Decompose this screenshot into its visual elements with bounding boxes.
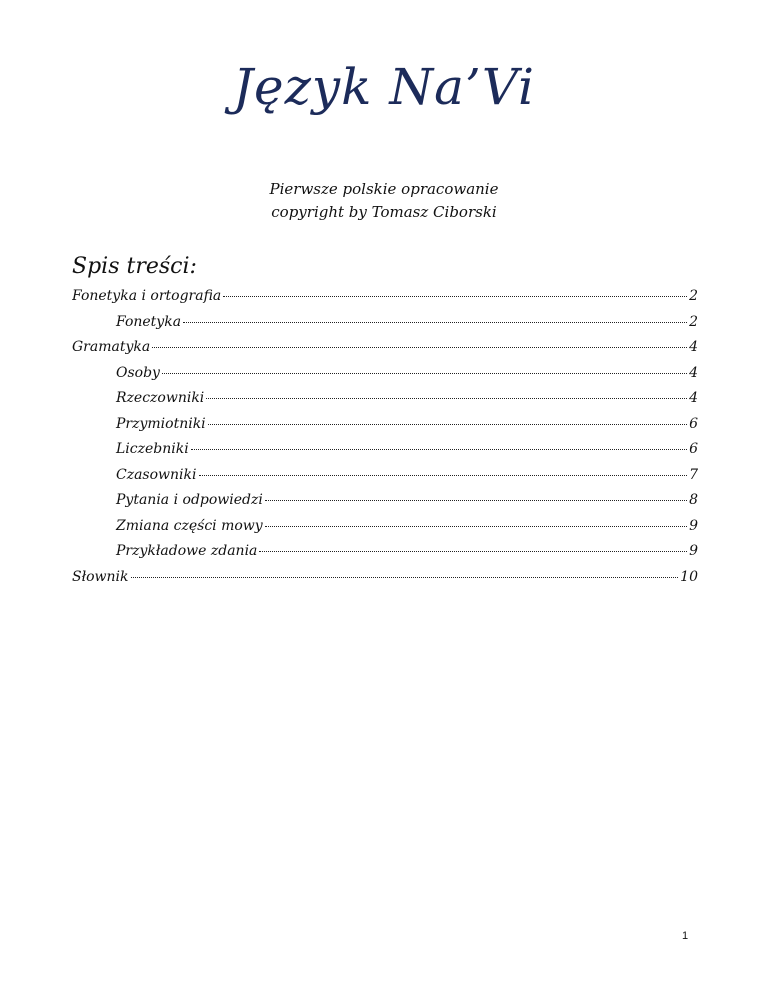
toc-entry-page: 8 <box>689 492 698 508</box>
toc-entry-label: Przykładowe zdania <box>116 543 258 559</box>
toc-entry[interactable] <box>72 543 698 569</box>
toc-leader-dots <box>265 500 687 501</box>
toc-entry-label: Fonetyka i ortografia <box>72 288 222 304</box>
toc-entry[interactable] <box>72 492 698 518</box>
toc-entry-label: Osoby <box>116 364 160 381</box>
subtitle-line-2: copyright by Tomasz Ciborski <box>271 203 497 221</box>
toc-entry[interactable] <box>72 314 698 340</box>
toc-leader-dots <box>223 296 687 297</box>
page-number: 1 <box>682 930 689 942</box>
toc-entry-page: 4 <box>689 390 698 406</box>
toc-entry-page: 4 <box>689 364 698 381</box>
toc-entry-label: Pytania i odpowiedzi <box>116 492 263 508</box>
toc-entry[interactable] <box>72 288 698 314</box>
toc-leader-dots <box>208 424 687 425</box>
document-title: Język Na’Vi <box>232 58 536 116</box>
toc-entry-page: 2 <box>689 313 698 330</box>
toc-entry-label: Przymiotniki <box>116 415 206 432</box>
toc-leader-dots <box>206 398 687 399</box>
toc-entry-label: Czasowniki <box>116 466 197 483</box>
table-of-contents <box>72 288 698 594</box>
toc-entry-label: Liczebniki <box>116 441 189 457</box>
toc-leader-dots <box>191 449 687 450</box>
toc-entry[interactable] <box>72 390 698 416</box>
toc-heading: Spis treści: <box>72 254 197 279</box>
toc-entry-label: Słownik <box>72 568 129 585</box>
toc-entry-page: 7 <box>689 466 698 483</box>
toc-entry-page: 9 <box>689 517 698 534</box>
toc-entry[interactable] <box>72 441 698 467</box>
toc-entry-label: Rzeczowniki <box>116 390 205 406</box>
toc-leader-dots <box>162 373 687 374</box>
toc-entry-page: 6 <box>689 441 698 457</box>
toc-entry-label: Gramatyka <box>72 339 151 355</box>
toc-entry-page: 4 <box>689 339 698 355</box>
toc-entry[interactable] <box>72 518 698 544</box>
toc-entry-page: 10 <box>680 568 698 585</box>
toc-entry-page: 6 <box>689 415 698 432</box>
toc-entry-label: Fonetyka <box>116 313 182 330</box>
subtitle-line-1: Pierwsze polskie opracowanie <box>269 180 499 198</box>
toc-leader-dots <box>152 347 687 348</box>
toc-entry[interactable] <box>72 365 698 391</box>
toc-leader-dots <box>259 551 687 552</box>
toc-leader-dots <box>199 475 688 476</box>
toc-entry-label: Zmiana części mowy <box>116 517 263 534</box>
toc-entry-page: 2 <box>689 288 698 304</box>
toc-entry[interactable] <box>72 339 698 365</box>
toc-leader-dots <box>183 322 687 323</box>
toc-entry[interactable] <box>72 569 698 595</box>
toc-entry[interactable] <box>72 416 698 442</box>
toc-entry[interactable] <box>72 467 698 493</box>
toc-entry-page: 9 <box>689 543 698 559</box>
toc-leader-dots <box>265 526 687 527</box>
toc-leader-dots <box>131 577 679 578</box>
